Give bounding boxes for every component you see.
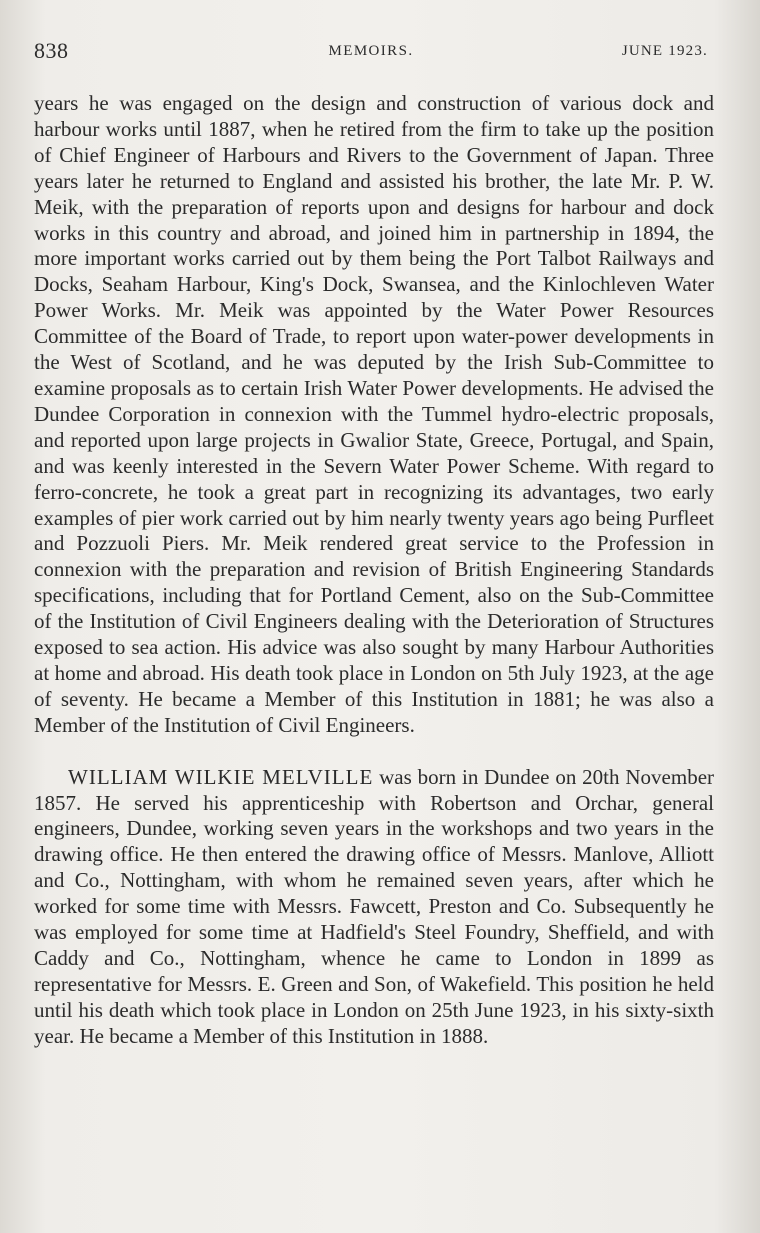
paragraph-text: was born in Dundee on 20th November 1857. He served his apprenticeship with Robertson and Orchar, general engineers, Dundee, working seven years in the workshops and two years in the drawing office. He then entered the drawing office of Messrs. Manlove, Alliott and Co., Nottingham, with whom he remained seven years, after which he worked for some time with Messrs. Fawcett, Preston and Co. Subsequently he was employed for some time at Hadfield's Steel Foundry, Sheffield, and with Caddy and Co., Nottingham, whence he came to London in 1899 as representative for Messrs. E. Green and Son, of Wakefield. This position he held until his death which took place in London on 25th June 1923, in his sixty-sixth year. He became a Member of this Institution in 1888.: [34, 764, 715, 1048]
issue-date: JUNE 1923.: [621, 43, 708, 59]
running-title: MEMOIRS.: [328, 43, 414, 59]
paragraph-text: years he was engaged on the design and construction of various dock and harbour works until 1887, when he retired from the firm to take up the position of Chief Engineer of Harbours and Rivers to the Government of Japan. Three years later he returned to England and assisted his brother, the late Mr. P. W. Meik, with the preparation of reports upon and designs for harbour and dock works in this country and abroad, and joined him in partnership in 1894, the more important works carried out by them being the Port Talbot Railways and Docks, Seaham Harbour, King's Dock, Swansea, and the Kinlochleven Water Power Works. Mr. Meik was appointed by the Water Power Resources Committee of the Board of Trade, to report upon water-power developments in the West of Scotland, and he was deputed by the Irish Sub-Committee to examine proposals as to certain Irish Water Power developments. He advised the Dundee Corporation in connexion with the Tummel hydro-electric proposals, and reported upon large projects in Gwalior State, Greece, Portugal, and Spain, and was keenly interested in the Severn Water Power Scheme. With regard to ferro-concrete, he took a great part in recognizing its advantages, two early examples of pier work carried out by him nearly twenty years ago being Purfleet and Pozzuoli Piers. Mr. Meik rendered great service to the Profession in connexion with the preparation and revision of British Engineering Standards specifications, including that for Portland Cement, also on the Sub-Committee of the Institution of Civil Engineers dealing with the Deterioration of Structures exposed to sea action. His advice was also sought by many Harbour Authorities at home and abroad. His death took place in London on 5th July 1923, at the age of seventy. He became a Member of this Institution in 1881; he was also a Member of the Institution of Civil Engineers.: [34, 91, 714, 737]
article-body: [34, 91, 714, 1050]
page-header: [34, 38, 708, 70]
memoir-paragraph-melville: [34, 765, 714, 1050]
memoir-paragraph-continued: [34, 91, 714, 739]
page-number: 838: [34, 38, 69, 63]
memoir-subject-name: WILLIAM WILKIE MELVILLE: [68, 764, 374, 789]
